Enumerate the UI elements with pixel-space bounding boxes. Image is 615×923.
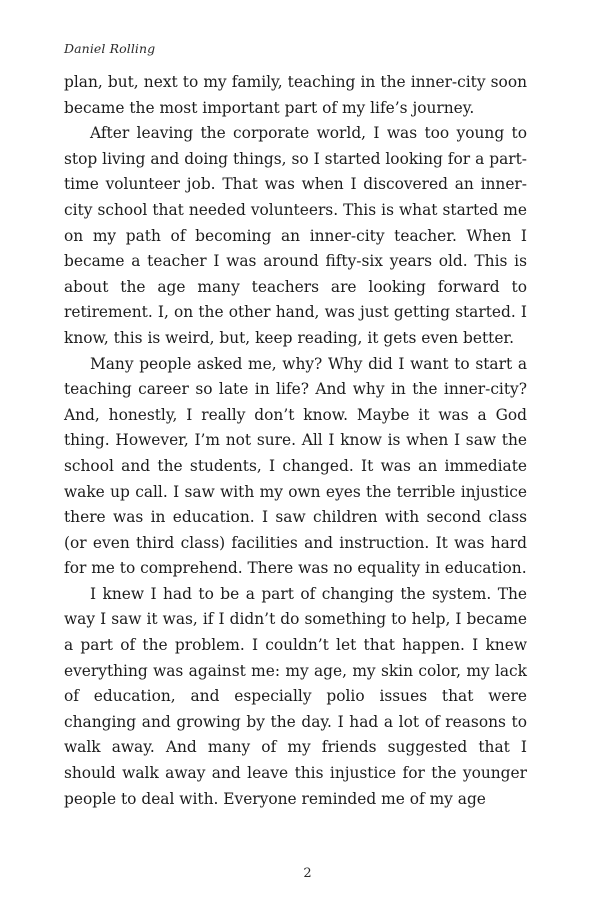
running-head-author: Daniel Rolling xyxy=(64,41,156,56)
paragraph-continuation: plan, but, next to my family, teaching in the inner-city soon became the most important part of my life’s journey. xyxy=(64,73,527,117)
paragraph: Many people asked me, why? Why did I want to start a teaching career so late in life? And why in the inner-city? And, honestly, I really don’t know. Maybe it was a God thing. However, I’m not sure. All I know is when I saw the school and the students, I changed. It was an immediate wake up call. I saw with my own eyes the terrible injustice there was in education. I saw children with second class (or even third class) facilities and instruction. It was hard for me to comprehend. There was no equality in education. xyxy=(64,354,527,578)
paragraph: I knew I had to be a part of changing the system. The way I saw it was, if I didn’t do something to help, I became a part of the problem. I couldn’t let that happen. I knew everything was against me: my age, my skin color, my lack of education, and especially polio issues that were changing and growing by the day. I had a lot of reasons to walk away. And many of my friends suggested that I should walk away and leave this injustice for the younger people to deal with. Everyone reminded me of my age xyxy=(64,584,527,808)
body-text xyxy=(64,70,527,812)
page-number: 2 xyxy=(303,866,312,881)
paragraph: After leaving the corporate world, I was too young to stop living and doing things, so I started looking for a part-time volunteer job. That was when I discovered an inner-city school that needed volunteers. This is what started me on my path of becoming an inner-city teacher. When I became a teacher I was around fifty-six years old. This is about the age many teachers are looking forward to retirement. I, on the other hand, was just getting started. I know, this is weird, but, keep reading, it gets even better. xyxy=(64,124,527,347)
